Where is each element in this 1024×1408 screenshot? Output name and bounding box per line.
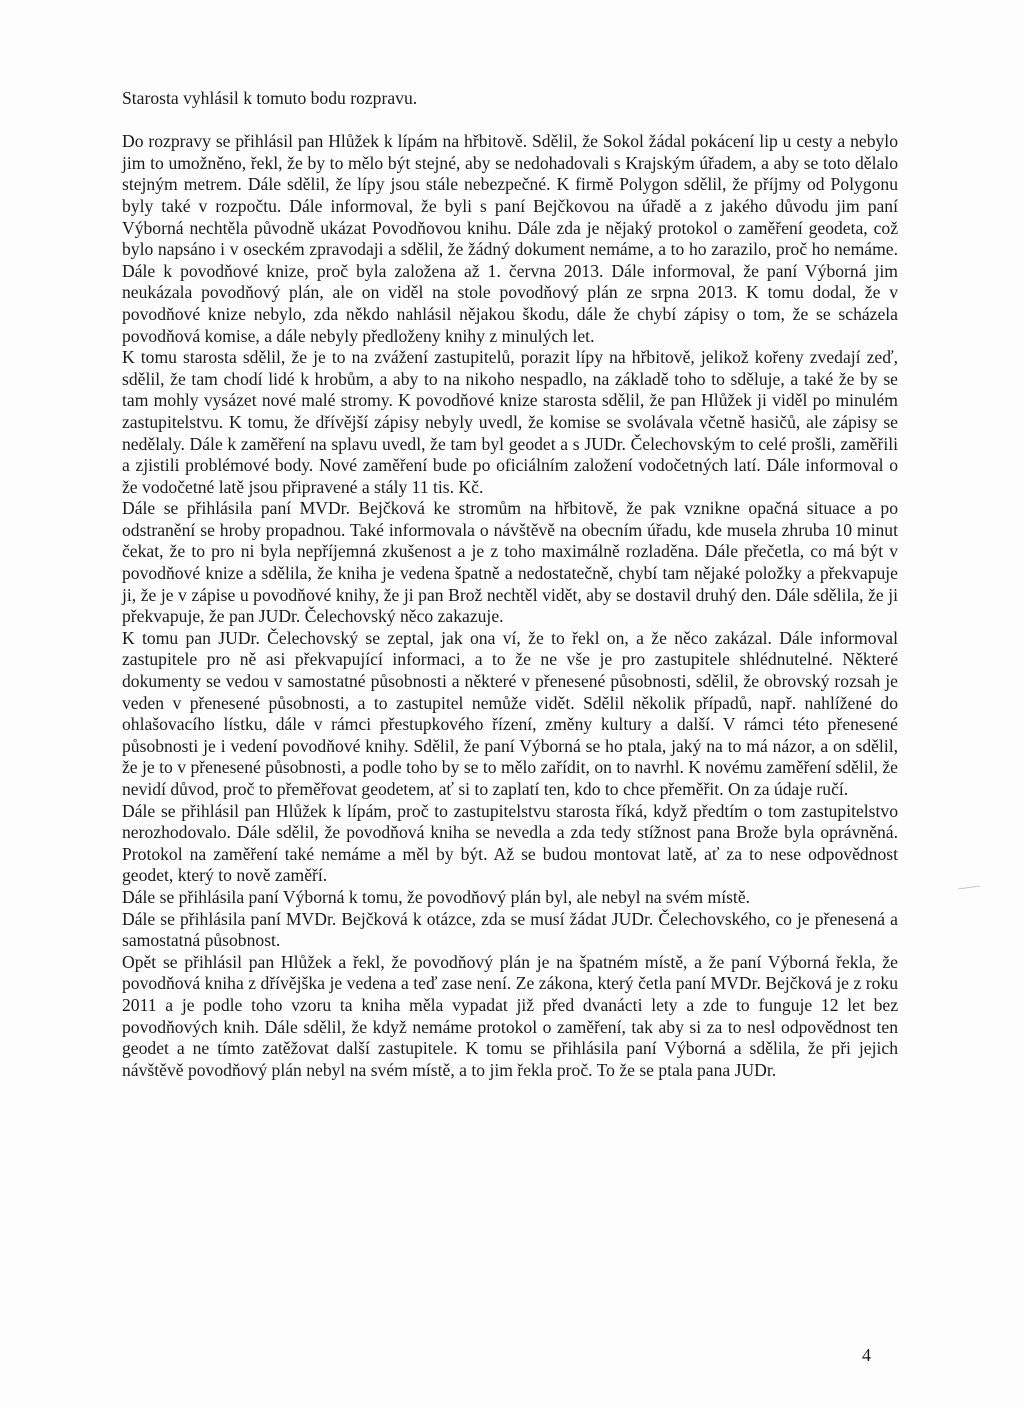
paragraph-celechovsky: K tomu pan JUDr. Čelechovský se zeptal, jak ona ví, že to řekl on, a že něco zakázal. Dále informoval zastupitele pro ně asi překvapující informaci, a to že ne vše je pro zastupitele shlédnutelné. Některé dokumenty se vedou v samostatné působnosti a některé v přenesené působnosti, sdělil, že obrovský rozsah je veden v přenesené působnosti, a to zastupitel nemůže vidět. Sdělil několik případů, např. nahlížené do ohlašovacího lístku, dále v rámci přestupkového řízení, změny kultury a další. V rámci této přenesené působnosti je i vedení povodňové knihy. Sdělil, že paní Výborná se ho ptala, jaký na to má názor, a on sdělil, že je to v přenesené působnosti, a podle toho by se to mělo zařídit, on to navrhl. K novému zaměření sdělil, že nevidí důvod, proč to přeměřovat geodetem, ať si to zaplatí ten, kdo to chce přeměřit. On za údaje ručí. <box>122 627 898 799</box>
paragraph-hluzek-2: Dále se přihlásil pan Hlůžek k lípám, proč to zastupitelstvu starosta říká, když předtím o tom zastupitelstvo nerozhodovalo. Dále sdělil, že povodňová kniha se nevedla a zda tedy stížnost pana Brože byla oprávněná. Protokol na zaměření také nemáme a měl by být. Až se budou montovat latě, ať za to nese odpovědnost geodet, který to nově zaměří. <box>122 800 898 886</box>
margin-scan-mark <box>958 885 980 889</box>
paragraph-hluzek-1: Do rozpravy se přihlásil pan Hlůžek k lípám na hřbitově. Sdělil, že Sokol žádal pokácení lip u cesty a nebylo jim to umožněno, řekl, že by to mělo být stejné, aby se nedohadovali s Krajským úřadem, a aby se toto dělalo stejným metrem. Dále sdělil, že lípy jsou stále nebezpečné. K firmě Polygon sdělil, že příjmy od Polygonu byly také v rozpočtu. Dále informoval, že byli s paní Bejčkovou na úřadě a z jakého důvodu jim paní Výborná nechtěla původně ukázat Povodňovou knihu. Dále zda je nějaký protokol o zaměření geodeta, což bylo napsáno i v oseckém zpravodaji a sdělil, že žádný dokument nemáme, a to ho zarazilo, proč ho nemáme. Dále k povodňové knize, proč byla založena až 1. června 2013. Dále informoval, že paní Výborná jim neukázala povodňový plán, ale on viděl na stole povodňový plán ze srpna 2013. K tomu dodal, že v povodňové knize nebylo, zda někdo nahlásil nějakou škodu, dále že chybí zápisy o tom, že se scházela povodňová komise, a dále nebyly předloženy knihy z minulých let. <box>122 131 898 346</box>
paragraph-intro: Starosta vyhlásil k tomuto bodu rozpravu. <box>122 88 418 108</box>
paragraph-bejckova-2: Dále se přihlásila paní MVDr. Bejčková k otázce, zda se musí žádat JUDr. Čelechovského, co je přenesená a samostatná působnost. <box>122 908 898 951</box>
paragraph-starosta-reply: K tomu starosta sdělil, že je to na zvážení zastupitelů, porazit lípy na hřbitově, jelikož kořeny zvedají zeď, sdělil, že tam chodí lidé k hrobům, a aby to na nikoho nespadlo, na základě toho to sděluje, a také že by se tam mohly vysázet nové malé stromy. K povodňové knize starosta sdělil, že pan Hlůžek ji viděl po minulém zastupitelstvu. K tomu, že dřívější zápisy nebyly uvedl, že komise se svolávala včetně hasičů, ale zápisy se nedělaly. Dále k zaměření na splavu uvedl, že tam byl geodet a s JUDr. Čelechovským to celé prošli, zaměřili a zjistili problémové body. Nové zaměření bude po oficiálním založení vodočetných latí. Dále informoval o že vodočetné latě jsou připravené a stály 11 tis. Kč. <box>122 347 898 497</box>
paragraph-hluzek-3: Opět se přihlásil pan Hlůžek a řekl, že povodňový plán je na špatném místě, a že paní Výborná řekla, že povodňová kniha z dřívějška je vedena a teď zase není. Ze zákona, který četla paní MVDr. Bejčková je z roku 2011 a je podle toho vzoru ta kniha měla vypadat již před dvanácti lety a zde to funguje 12 let bez povodňových knih. Dále sdělil, že když nemáme protokol o zaměření, tak aby si za to nesl odpovědnost ten geodet a ne tímto zatěžovat další zastupitele. K tomu se přihlásila paní Výborná a sdělila, že při jejich návštěvě povodňový plán nebyl na svém místě, a to jim řekla proč. To že se ptala pana JUDr. <box>122 951 898 1080</box>
page-number: 4 <box>862 1345 871 1365</box>
paragraph-bejckova-1: Dále se přihlásila paní MVDr. Bejčková ke stromům na hřbitově, že pak vznikne opačná situace a po odstranění se hroby propadnou. Také informovala o návštěvě na obecním úřadu, kde musela zhruba 10 minut čekat, že to pro ni byla nepříjemná zkušenost a je z toho maximálně rozladěna. Dále přečetla, co má být v povodňové knize a sdělila, že kniha je vedena špatně a nedostatečně, chybí tam nějaké položky a překvapuje ji, že je v zápise u povodňové knihy, že ji pan Brož nechtěl vidět, aby se dostavil druhý den. Dále sdělila, že ji překvapuje, že pan JUDr. Čelechovský něco zakazuje. <box>122 498 898 627</box>
document-body <box>122 88 898 1081</box>
paragraph-vyborna: Dále se přihlásila paní Výborná k tomu, že povodňový plán byl, ale nebyl na svém místě. <box>122 886 751 907</box>
